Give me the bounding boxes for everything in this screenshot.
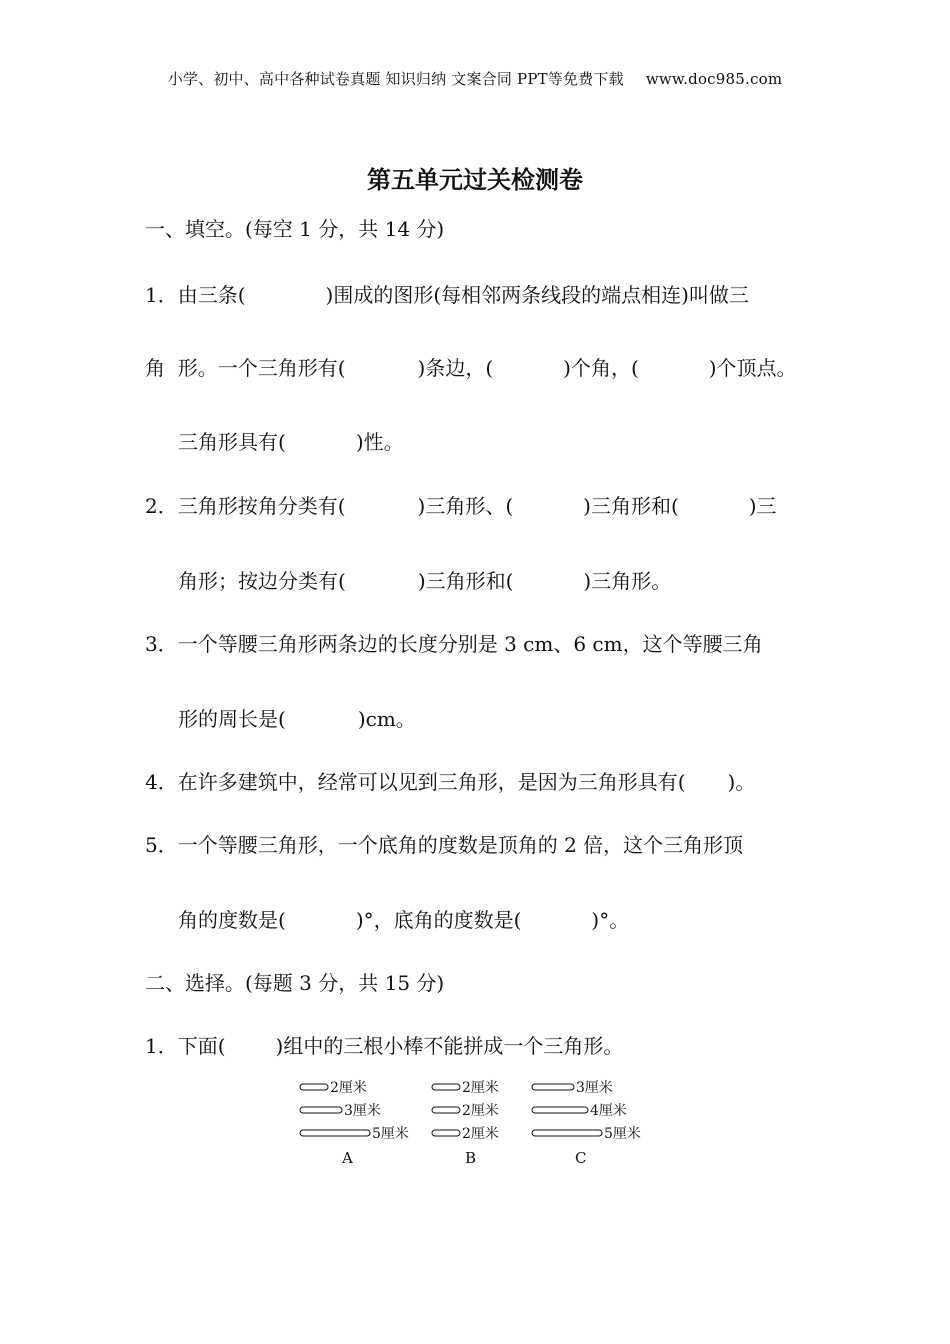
header-site: www.doc985.com: [645, 70, 783, 88]
stick-label-C-3: 5厘米: [604, 1126, 641, 1142]
q2-line1: 2．三角形按角分类有( )三角形、( )三角形和( )三: [145, 494, 777, 518]
q3-line2: 形的周长是( )cm。: [178, 707, 416, 731]
q5-line2: 角的度数是( )°，底角的度数是( )°。: [178, 908, 630, 932]
stick-B-2: [432, 1107, 460, 1113]
stick-A-2: [300, 1107, 342, 1113]
q1-line1: 1．由三条( )围成的图形(每相邻两条线段的端点相连)叫做三: [145, 283, 749, 307]
stick-label-A-2: 3厘米: [344, 1103, 381, 1119]
q3-line1: 3．一个等腰三角形两条边的长度分别是 3 cm、6 cm，这个等腰三角: [145, 632, 763, 656]
q1-line2: 角 形。一个三角形有( )条边，( )个角，( )个顶点。: [145, 356, 797, 380]
section2-heading: 二、选择。(每题 3 分，共 15 分): [145, 971, 445, 995]
q4-line1: 4．在许多建筑中，经常可以见到三角形，是因为三角形具有( )。: [145, 770, 756, 794]
q5-line1: 5．一个等腰三角形，一个底角的度数是顶角的 2 倍，这个三角形顶: [145, 833, 744, 857]
s2-q1-line1: 1．下面( )组中的三根小棒不能拼成一个三角形。: [145, 1034, 624, 1058]
stick-label-B-3: 2厘米: [462, 1126, 499, 1142]
stick-A-3: [300, 1130, 370, 1136]
stick-label-C-1: 3厘米: [576, 1080, 613, 1096]
option-label-A: A: [342, 1149, 353, 1167]
stick-A-1: [300, 1084, 328, 1090]
page-header: [0, 68, 950, 89]
sticks-svg: [295, 1075, 665, 1170]
stick-B-1: [432, 1084, 460, 1090]
header-text: 小学、初中、高中各种试卷真题 知识归纳 文案合同 PPT等免费下载: [167, 70, 624, 88]
page-title: 第五单元过关检测卷: [367, 166, 583, 194]
option-label-C: C: [575, 1149, 587, 1167]
stick-label-C-2: 4厘米: [590, 1103, 627, 1119]
stick-C-2: [532, 1107, 588, 1113]
stick-label-A-1: 2厘米: [330, 1080, 367, 1096]
q1-line3: 三角形具有( )性。: [178, 430, 404, 454]
section1-heading: 一、填空。(每空 1 分，共 14 分): [145, 217, 445, 241]
stick-B-3: [432, 1130, 460, 1136]
stick-label-B-2: 2厘米: [462, 1103, 499, 1119]
q2-line2: 角形；按边分类有( )三角形和( )三角形。: [178, 569, 672, 593]
option-label-B: B: [465, 1149, 477, 1167]
stick-label-B-1: 2厘米: [462, 1080, 499, 1096]
stick-C-1: [532, 1084, 574, 1090]
stick-C-3: [532, 1130, 602, 1136]
stick-label-A-3: 5厘米: [372, 1126, 409, 1142]
stick-options-figure: [295, 1075, 665, 1170]
